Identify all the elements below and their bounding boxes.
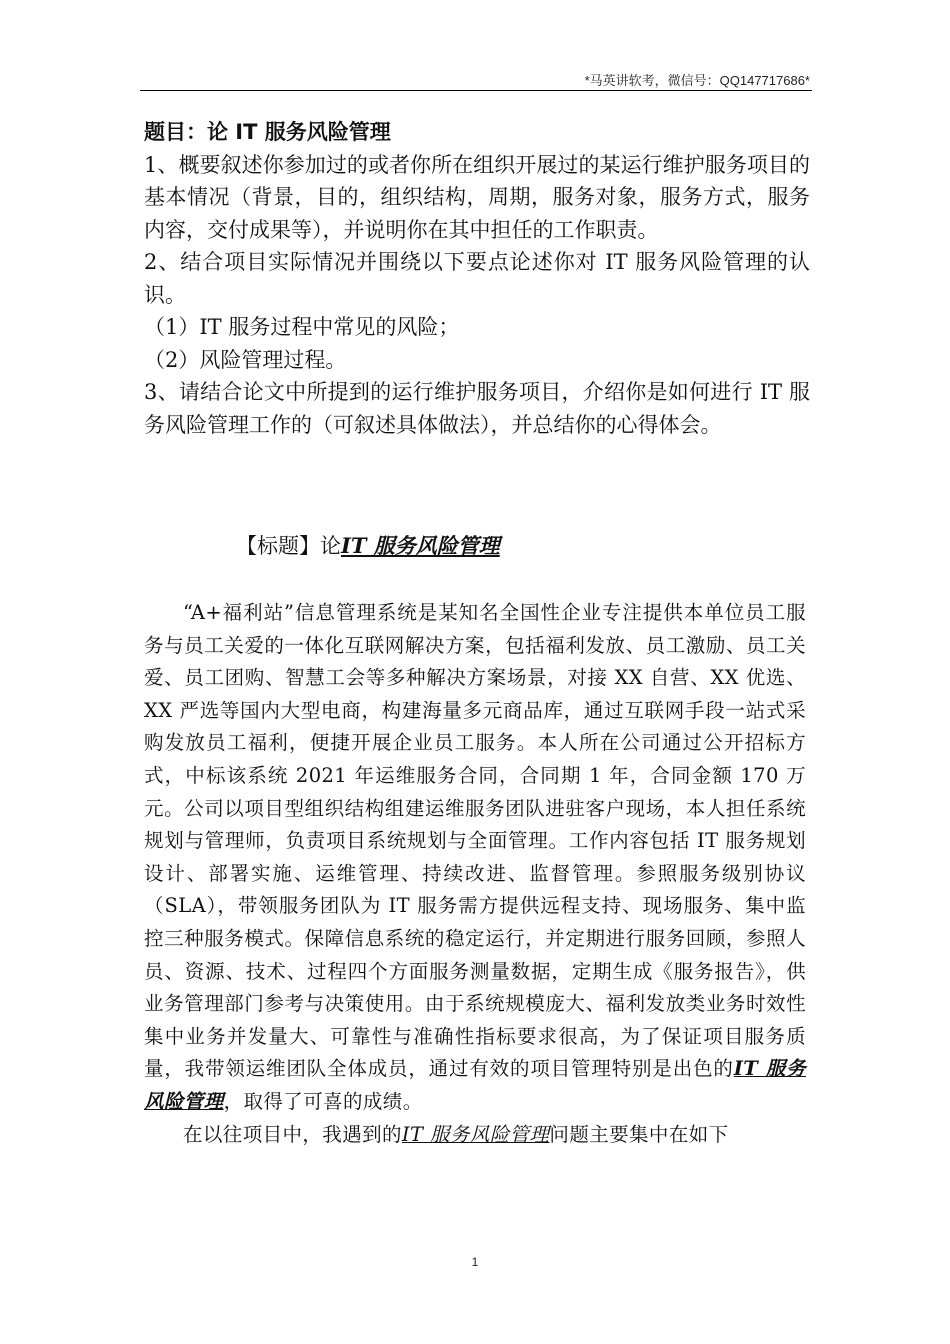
essay-paragraph-2 [144,1119,806,1152]
question-block [144,116,810,441]
question-item-2: 2、结合项目实际情况并围绕以下要点论述你对 IT 服务风险管理的认识。 [144,250,810,307]
paragraph-1-text: “A+福利站”信息管理系统是某知名全国性企业专注提供本单位员工服务与员工关爱的一体化互联网解决方案，包括福利发放、员工激励、员工关爱、员工团购、智慧工会等多种解决方案场景，对接 XX 自营、XX 优选、XX 严选等国内大型电商，构建海量多元商品库，通过互联网手段一站式采购发放员工福利，便捷开展企业员工服务。本人所在公司通过公开招标方式，中标该系统 2021 年运维服务合同，合同期 1 年，合同金额 170 万元。公司以项目型组织结构组建运维服务团队进驻客户现场，本人担任系统规划与管理师，负责项目系统规划与全面管理。工作内容包括 IT 服务规划设计、部署实施、运维管理、持续改进、监督管理。参照服务级别协议（SLA），带领服务团队为 IT 服务需方提供远程支持、现场服务、集中监控三种服务模式。保障信息系统的稳定运行，并定期进行服务回顾，参照人员、资源、技术、过程四个方面服务测量数据，定期生成《服务报告》，供业务管理部门参考与决策使用。由于系统规模庞大、福利发放类业务时效性集中业务并发量大、可靠性与准确性指标要求很高，为了保证项目服务质量，我带领运维团队全体成员，通过有效的项目管理特别是出色的 [144,601,806,1081]
essay-paragraph-1 [144,597,806,1119]
header-rule [140,90,812,91]
paragraph-2-emphasis: IT 服务风险管理 [401,1122,550,1146]
question-title: 题目：论 IT 服务风险管理 [144,120,391,144]
page-header: *马英讲软考，微信号：QQ147717686* [584,73,810,88]
question-subitem-2: （2）风险管理过程。 [144,347,347,372]
paragraph-1-emphasis: IT 服务风险管理 [144,1057,806,1113]
paragraph-2-tail: 问题主要集中在如下 [549,1122,729,1146]
essay-title-prefix: 【标题】论 [236,534,341,558]
page-number: 1 [471,1255,479,1269]
question-item-3: 3、请结合论文中所提到的运行维护服务项目，介绍你是如何进行 IT 服务风险管理工作的（可叙述具体做法），并总结你的心得体会。 [144,380,810,437]
essay-title-emphasis: IT 服务风险管理 [341,533,500,558]
question-item-1: 1、概要叙述你参加过的或者你所在组织开展过的某运行维护服务项目的基本情况（背景，目的，组织结构，周期，服务对象，服务方式，服务内容，交付成果等），并说明你在其中担任的工作职责。 [144,152,810,242]
paragraph-2-head: 在以往项目中，我遇到的 [183,1122,402,1146]
essay-body [144,597,806,1151]
essay-title [236,530,500,560]
question-subitem-1: （1）IT 服务过程中常见的风险； [144,315,460,339]
paragraph-1-tail: ，取得了可喜的成绩。 [223,1089,423,1113]
